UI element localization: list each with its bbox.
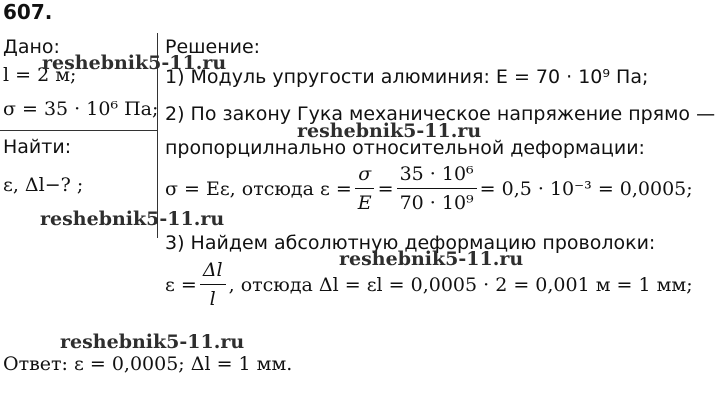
- given-stress: σ = 35 · 10⁶ Па;: [3, 98, 159, 120]
- fraction-numerator: σ: [355, 162, 374, 189]
- deformation-formula-lhs: ε =: [165, 273, 197, 296]
- hooke-formula-rhs: = 0,5 · 10⁻³ = 0,0005;: [479, 177, 693, 200]
- solution-heading: Решение:: [165, 36, 261, 58]
- solution-step-2-line-2: пропорцилнально относительной деформации:: [165, 137, 645, 159]
- fraction-denominator: E: [357, 192, 372, 214]
- given-length: l = 2 м;: [3, 64, 77, 86]
- watermark: reshebnik5-11.ru: [339, 248, 524, 270]
- deformation-formula-rhs: , отсюда Δl = εl = 0,0005 · 2 = 0,001 м = 1 мм;: [228, 273, 693, 296]
- solution-step-1: 1) Модуль упругости алюминия: E = 70 · 10⁹ Па;: [165, 66, 649, 88]
- watermark: reshebnik5-11.ru: [42, 52, 227, 74]
- watermark: reshebnik5-11.ru: [40, 208, 225, 230]
- answer: Ответ: ε = 0,0005; Δl = 1 мм.: [3, 353, 293, 375]
- fraction-denominator: l: [209, 288, 216, 310]
- watermark: reshebnik5-11.ru: [60, 331, 245, 353]
- hooke-formula: [165, 162, 693, 215]
- solution-step-2-line-1: 2) По закону Гука механическое напряжение прямо —: [165, 103, 715, 125]
- fraction-numerator: 35 · 10⁶: [397, 162, 477, 189]
- problem-number: 607.: [3, 0, 53, 24]
- fraction-values: [397, 162, 477, 215]
- find-unknowns: ε, Δl−? ;: [3, 174, 84, 196]
- find-heading: Найти:: [3, 136, 72, 158]
- fraction-delta-l-over-l: [200, 258, 226, 311]
- fraction-numerator: Δl: [200, 258, 226, 285]
- fraction-denominator: 70 · 10⁹: [399, 192, 474, 214]
- given-divider-horizontal: [0, 130, 157, 131]
- fraction-sigma-over-e: [355, 162, 375, 215]
- equals-sign: =: [377, 177, 394, 200]
- solution-step-3: 3) Найдем абсолютную деформацию проволоки:: [165, 232, 656, 254]
- hooke-formula-lhs: σ = Eε, отсюда ε =: [165, 177, 352, 200]
- given-heading: Дано:: [3, 36, 60, 58]
- watermark: reshebnik5-11.ru: [297, 120, 482, 142]
